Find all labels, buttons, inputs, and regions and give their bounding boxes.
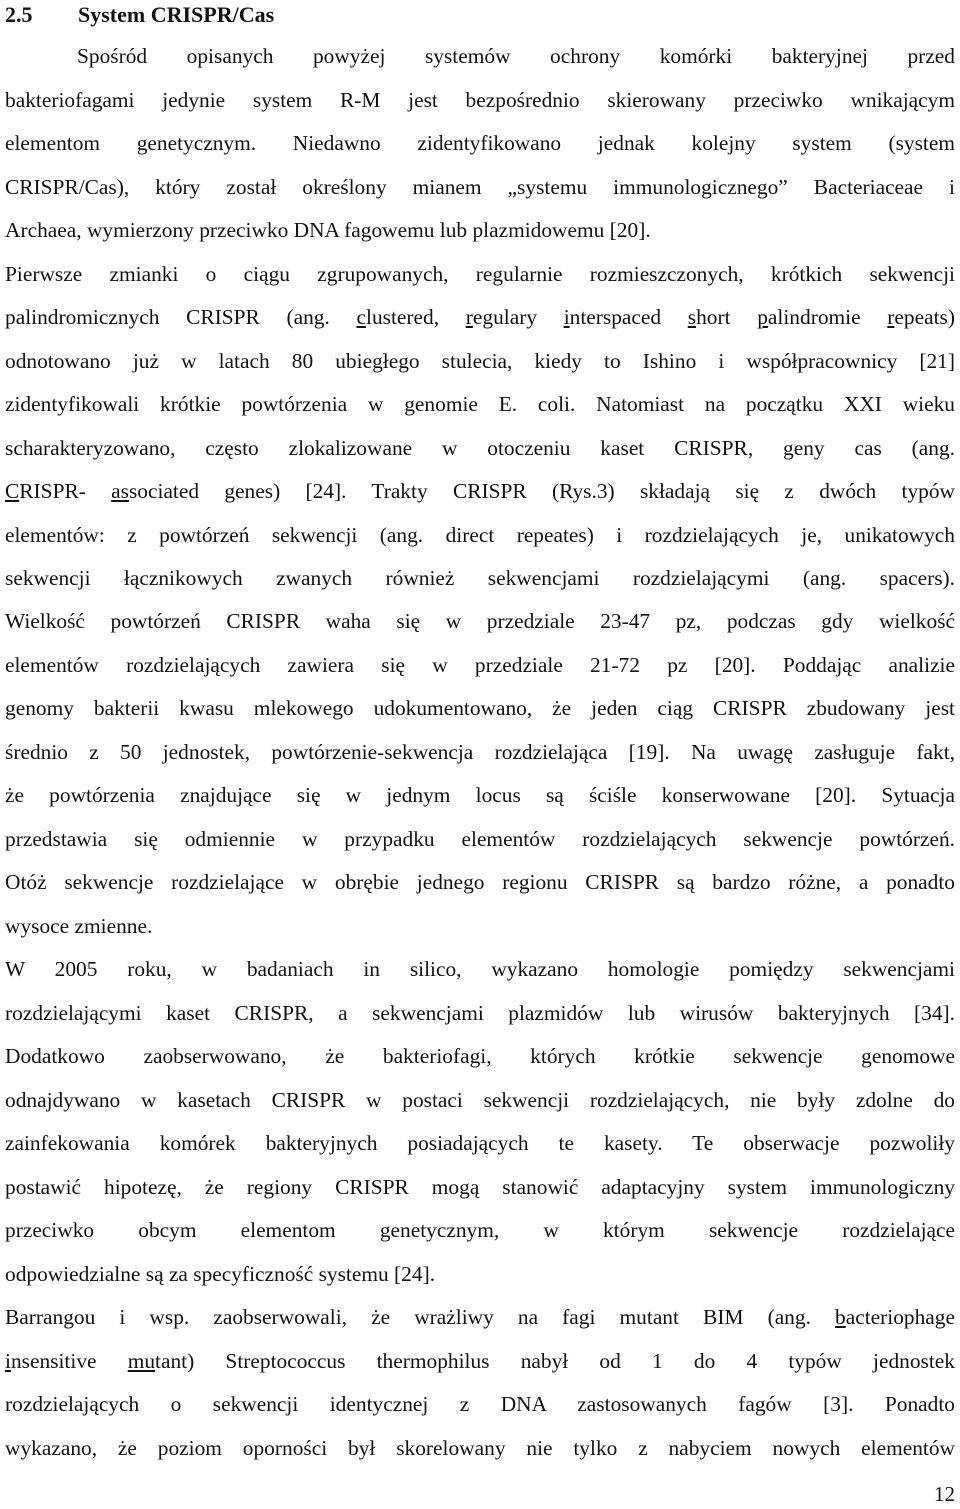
text-line: odnotowano już w latach 80 ubiegłego stulecia, kiedy to Ishino i współpracownicy [21]: [5, 349, 955, 373]
text-line: przedstawia się odmiennie w przypadku elementów rozdzielających sekwencje powtórzeń.: [5, 827, 955, 851]
text-line: Pierwsze zmianki o ciągu zgrupowanych, regularnie rozmieszczonych, krótkich sekwencji: [5, 262, 955, 286]
text-line: Dodatkowo zaobserwowano, że bakteriofagi, których krótkie sekwencje genomowe: [5, 1044, 955, 1068]
text-line: Barrangou i wsp. zaobserwowali, że wrażliwy na fagi mutant BIM (ang. bacteriophage: [5, 1305, 955, 1329]
text-line: Spośród opisanych powyżej systemów ochrony komórki bakteryjnej przed: [77, 44, 955, 68]
page-number: 12: [934, 1482, 955, 1506]
text-line: Wielkość powtórzeń CRISPR waha się w przedziale 23-47 pz, podczas gdy wielkość: [5, 609, 955, 633]
text-line: elementów: z powtórzeń sekwencji (ang. direct repeates) i rozdzielających je, unikatowych: [5, 523, 955, 547]
text-line: Archaea, wymierzony przeciwko DNA fagowemu lub plazmidowemu [20].: [5, 218, 651, 242]
section-title: System CRISPR/Cas: [78, 2, 275, 27]
text-line: scharakteryzowano, często zlokalizowane w otoczeniu kaset CRISPR, geny cas (ang.: [5, 436, 955, 460]
text-line: rozdzielających o sekwencji identycznej z DNA zastosowanych fagów [3]. Ponadto: [5, 1392, 955, 1416]
text-line: elementów rozdzielających zawiera się w przedziale 21-72 pz [20]. Poddając analizie: [5, 653, 955, 677]
text-line: CRISPR- associated genes) [24]. Trakty CRISPR (Rys.3) składają się z dwóch typów: [5, 479, 955, 503]
text-line: W 2005 roku, w badaniach in silico, wykazano homologie pomiędzy sekwencjami: [5, 957, 955, 981]
text-line: CRISPR/Cas), który został określony mianem „systemu immunologicznego” Bacteriaceae i: [5, 175, 955, 199]
text-line: insensitive mutant) Streptococcus thermophilus nabył od 1 do 4 typów jednostek: [5, 1349, 955, 1373]
text-line: odpowiedzialne są za specyficzność systemu [24].: [5, 1262, 436, 1286]
text-line: wysoce zmienne.: [5, 914, 153, 938]
text-line: elementom genetycznym. Niedawno zidentyfikowano jednak kolejny system (system: [5, 131, 955, 155]
text-line: postawić hipotezę, że regiony CRISPR mogą stanowić adaptacyjny system immunologiczny: [5, 1175, 955, 1199]
text-line: odnajdywano w kasetach CRISPR w postaci sekwencji rozdzielających, nie były zdolne do: [5, 1088, 955, 1112]
text-line: wykazano, że poziom oporności był skorelowany nie tylko z nabyciem nowych elementów: [5, 1436, 955, 1460]
text-line: rozdzielającymi kaset CRISPR, a sekwencjami plazmidów lub wirusów bakteryjnych [34].: [5, 1001, 955, 1025]
text-line: że powtórzenia znajdujące się w jednym locus są ściśle konserwowane [20]. Sytuacja: [5, 783, 955, 807]
text-line: zainfekowania komórek bakteryjnych posiadających te kasety. Te obserwacje pozwoliły: [5, 1131, 955, 1155]
text-line: palindromicznych CRISPR (ang. clustered, regulary interspaced short palindromie repeats): [5, 305, 955, 329]
text-line: sekwencji łącznikowych zwanych również sekwencjami rozdzielającymi (ang. spacers).: [5, 566, 955, 590]
text-line: zidentyfikowali krótkie powtórzenia w genomie E. coli. Natomiast na początku XXI wieku: [5, 392, 955, 416]
text-line: średnio z 50 jednostek, powtórzenie-sekwencja rozdzielająca [19]. Na uwagę zasługuje fakt,: [5, 740, 955, 764]
text-line: genomy bakterii kwasu mlekowego udokumentowano, że jeden ciąg CRISPR zbudowany jest: [5, 696, 955, 720]
section-number: 2.5: [5, 2, 33, 27]
text-line: Otóż sekwencje rozdzielające w obrębie jednego regionu CRISPR są bardzo różne, a ponadto: [5, 870, 955, 894]
text-line: bakteriofagami jedynie system R-M jest bezpośrednio skierowany przeciwko wnikającym: [5, 88, 955, 112]
section-heading: [5, 0, 274, 30]
text-line: przeciwko obcym elementom genetycznym, w którym sekwencje rozdzielające: [5, 1218, 955, 1242]
